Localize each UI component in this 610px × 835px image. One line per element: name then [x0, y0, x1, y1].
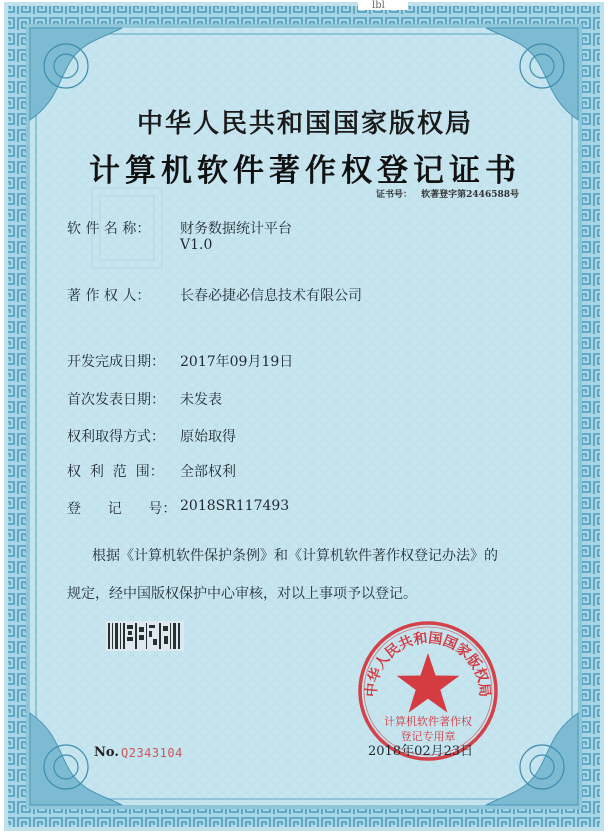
registration-number-value: 2018SR117493	[180, 498, 290, 514]
copyright-owner-label: 著 作 权 人：	[67, 288, 151, 304]
certificate-title: 计算机软件著作权登记证书	[89, 153, 521, 189]
software-name-value: 财务数据统计平台	[180, 221, 292, 237]
seal-inner-line-1: 计算机软件著作权	[384, 715, 472, 728]
completion-date-value: 2017年09月19日	[180, 354, 294, 370]
seal-outer-text: 中华人民共和国国家版权局	[363, 630, 493, 698]
seal-star-icon	[397, 653, 460, 713]
copyright-owner-value: 长春必捷必信息技术有限公司	[180, 288, 362, 304]
serial-number-value: Q2343104	[121, 746, 183, 760]
rights-scope-label: 权 利 范 围：	[67, 464, 164, 480]
serial-number-label: No.	[94, 745, 119, 760]
completion-date-label: 开发完成日期：	[67, 354, 165, 370]
rights-acquisition-value: 原始取得	[180, 429, 236, 445]
barcode	[106, 621, 184, 651]
certificate-number-value: 软著登字第2446588号	[421, 190, 519, 200]
seal-inner-line-2: 登记专用章	[400, 730, 456, 743]
rights-acquisition-label: 权利取得方式：	[67, 429, 165, 445]
issuing-authority: 中华人民共和国国家版权局	[136, 109, 473, 139]
certificate-number-label: 证书号：	[376, 190, 413, 200]
software-name-label: 软 件 名 称：	[67, 221, 151, 237]
software-version-value: V1.0	[180, 237, 213, 253]
first-publish-date-label: 首次发表日期：	[67, 392, 165, 408]
rights-scope-value: 全部权利	[180, 464, 236, 480]
statement-line-2: 规定，经中国版权保护中心审核，对以上事项予以登记。	[67, 586, 417, 602]
first-publish-date-value: 未发表	[180, 392, 222, 408]
issue-date: 2018年02月23日	[368, 744, 474, 759]
top-mark: lbl	[372, 0, 385, 11]
statement-line-1: 根据《计算机软件保护条例》和《计算机软件著作权登记办法》的	[92, 548, 498, 564]
certificate-number	[376, 187, 519, 200]
registration-number-label: 登 记 号：	[67, 501, 177, 517]
